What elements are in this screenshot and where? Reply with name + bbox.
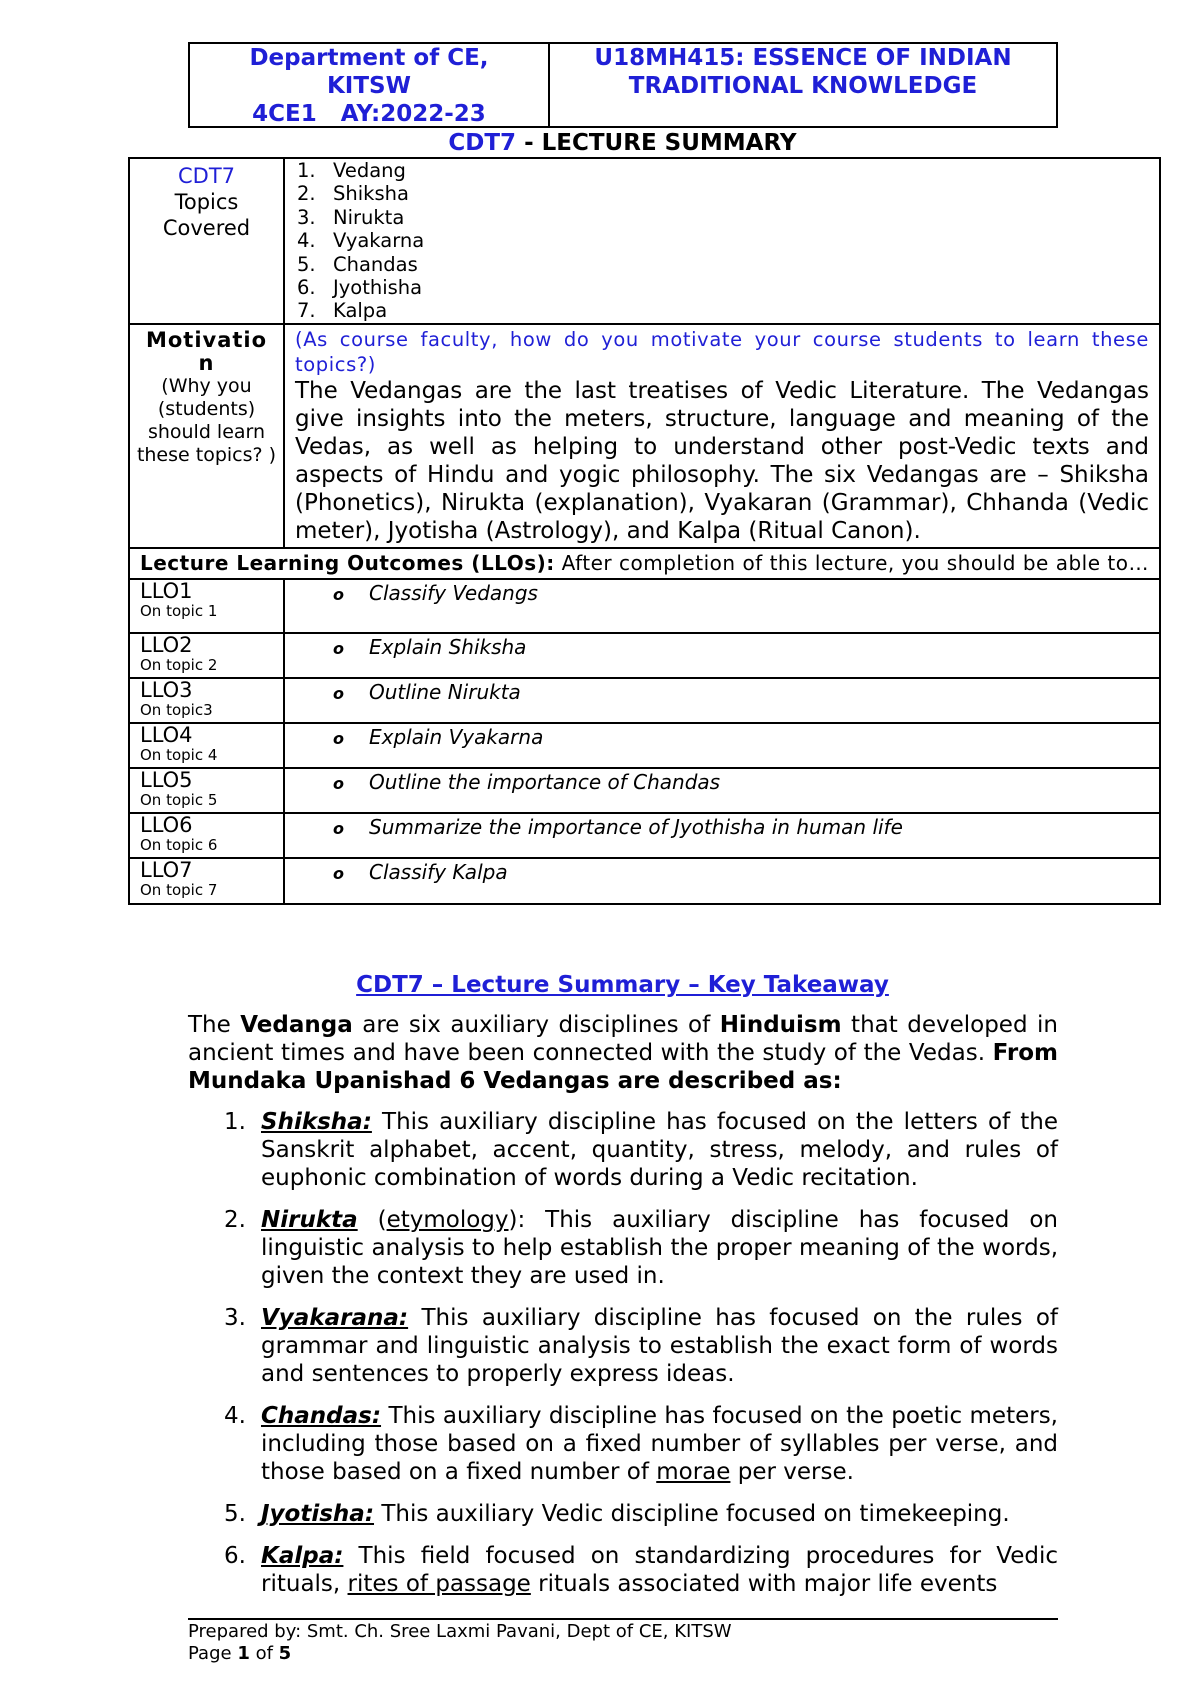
- motivation-sublabel: (Why you (students) should learn these topics? ): [136, 374, 277, 466]
- motivation-row: [129, 324, 1160, 548]
- motivation-text: The Vedangas are the last treatises of Vedic Literature. The Vedangas give insights into the meters, structure, language and meaning of the Vedas, as well as helping to understand other post-Vedic texts and aspects of Hindu and yogic philosophy. The six Vedangas are – Shiksha (Phonetics), Nirukta (explanation), Vyakaran (Grammar), Chhanda (Vedic meter), Jyotisha (Astrology), and Kalpa (Ritual Canon).: [295, 377, 1149, 544]
- topics-code: CDT7: [177, 164, 236, 188]
- llo-heading-rest: After completion of this lecture, you should be able to…: [554, 550, 1149, 575]
- llo-row: [129, 633, 1160, 678]
- summary-code: CDT7: [448, 130, 517, 156]
- dept-line-3: 4CE1 AY:2022-23: [252, 101, 486, 127]
- footer-divider: [188, 1618, 1058, 1620]
- term-chandas: Chandas:: [261, 1403, 382, 1429]
- motivation-label-1: Motivatio: [145, 327, 268, 352]
- llo-row: [129, 768, 1160, 813]
- llo-id-cell: LLO7 On topic 7: [129, 858, 284, 904]
- summary-title-rest: - LECTURE SUMMARY: [516, 130, 797, 156]
- lecture-summary-table: [128, 157, 1161, 905]
- term-jyotisha: Jyotisha:: [261, 1501, 375, 1527]
- llo-row: [129, 858, 1160, 904]
- vedanga-item-chandas: 4. Chandas: This auxiliary discipline has focused on the poetic meters, including those based on a fixed number of syllables per verse, and those based on a fixed number of morae per verse.: [224, 1403, 1058, 1485]
- topics-label-cell: [129, 158, 284, 324]
- term-vyakarana: Vyakarana:: [261, 1305, 409, 1331]
- header-box: [188, 42, 1058, 128]
- llo-id-cell: LLO3 On topic3: [129, 678, 284, 723]
- llo-heading-row: [129, 548, 1160, 579]
- llo-id-cell: LLO2 On topic 2: [129, 633, 284, 678]
- llo-text-cell: o Outline Nirukta: [284, 678, 1160, 723]
- vedanga-item-nirukta: 2. Nirukta (etymology): This auxiliary discipline has focused on linguistic analysis to help establish the proper meaning of the words, given the context they are used in.: [224, 1207, 1058, 1289]
- dept-line-2: KITSW: [326, 73, 411, 99]
- lecture-summary-title: [0, 128, 1200, 158]
- llo-row: [129, 723, 1160, 768]
- topic-item: 7. Kalpa: [297, 299, 388, 323]
- course-cell: [550, 44, 1056, 126]
- page-footer: [188, 1621, 1058, 1665]
- topic-item: 1. Vedang: [297, 159, 406, 182]
- llo-heading-cell: [129, 548, 1160, 579]
- llo-text-cell: o Classify Kalpa: [284, 858, 1160, 904]
- topics-label-1: Topics: [174, 190, 239, 214]
- vedanga-item-kalpa: 6. Kalpa: This field focused on standardizing procedures for Vedic rituals, rites of passage rituals associated with major life events: [224, 1543, 1058, 1597]
- takeaway-intro: The Vedanga are six auxiliary disciplines of Hinduism that developed in ancient times and have been connected with the study of the Vedas. From Mundaka Upanishad 6 Vedangas are described as:: [188, 1012, 1059, 1094]
- vedanga-item-shiksha: 1. Shiksha: This auxiliary discipline has focused on the letters of the Sanskrit alphabet, accent, quantity, stress, melody, and rules of euphonic combination of words during a Vedic recitation.: [224, 1109, 1058, 1191]
- topic-item: 4. Vyakarna: [297, 229, 425, 253]
- llo-row: [129, 579, 1160, 633]
- llo-text-cell: o Explain Vyakarna: [284, 723, 1160, 768]
- llo-row: [129, 678, 1160, 723]
- term-nirukta: Nirukta: [261, 1207, 358, 1233]
- etymology-link[interactable]: etymology: [386, 1207, 509, 1233]
- llo-text-cell: o Outline the importance of Chandas: [284, 768, 1160, 813]
- llo-text-cell: o Summarize the importance of Jyothisha in human life: [284, 813, 1160, 858]
- course-line-2: TRADITIONAL KNOWLEDGE: [628, 73, 978, 99]
- key-takeaway-title: CDT7 – Lecture Summary – Key Takeaway: [356, 972, 889, 998]
- llo-text-cell: o Classify Vedangs: [284, 579, 1160, 633]
- llo-text-cell: o Explain Shiksha: [284, 633, 1160, 678]
- term-kalpa: Kalpa:: [261, 1543, 344, 1569]
- motivation-content-cell: [284, 324, 1160, 548]
- llo-heading-bold: Lecture Learning Outcomes (LLOs):: [140, 550, 555, 575]
- motivation-label-cell: [129, 324, 284, 548]
- topic-item: 2. Shiksha: [297, 182, 409, 206]
- morae-link[interactable]: morae: [656, 1459, 731, 1485]
- topics-list: [285, 159, 1159, 323]
- term-shiksha: Shiksha:: [261, 1109, 372, 1135]
- topics-list-cell: [284, 158, 1160, 324]
- page-number: Page 1 of 5: [188, 1643, 292, 1664]
- vedanga-item-vyakarana: 3. Vyakarana: This auxiliary discipline has focused on the rules of grammar and linguistic analysis to establish the exact form of words and sentences to properly express ideas.: [224, 1305, 1058, 1387]
- dept-line-1: Department of CE,: [249, 45, 489, 71]
- department-cell: [190, 44, 550, 126]
- topics-row: [129, 158, 1160, 324]
- motivation-hint: (As course faculty, how do you motivate your course students to learn these topics?): [295, 327, 1149, 376]
- llo-id-cell: LLO5 On topic 5: [129, 768, 284, 813]
- vedanga-list: [188, 1108, 1058, 1612]
- topic-item: 6. Jyothisha: [297, 276, 423, 300]
- course-line-1: U18MH415: ESSENCE OF INDIAN: [594, 45, 1012, 71]
- llo-id-cell: LLO1 On topic 1: [129, 579, 284, 633]
- topics-label-2: Covered: [162, 216, 251, 240]
- prepared-by: Prepared by: Smt. Ch. Sree Laxmi Pavani, Dept of CE, KITSW: [188, 1621, 732, 1642]
- motivation-label-2: n: [198, 350, 215, 375]
- llo-id-cell: LLO6 On topic 6: [129, 813, 284, 858]
- topic-item: 3. Nirukta: [297, 205, 405, 229]
- vedanga-item-jyotisha: 5. Jyotisha: This auxiliary Vedic discipline focused on timekeeping.: [224, 1501, 1010, 1527]
- rites-of-passage-link[interactable]: rites of passage: [347, 1571, 531, 1597]
- llo-row: [129, 813, 1160, 858]
- topic-item: 5. Chandas: [297, 252, 418, 276]
- llo-id-cell: LLO4 On topic 4: [129, 723, 284, 768]
